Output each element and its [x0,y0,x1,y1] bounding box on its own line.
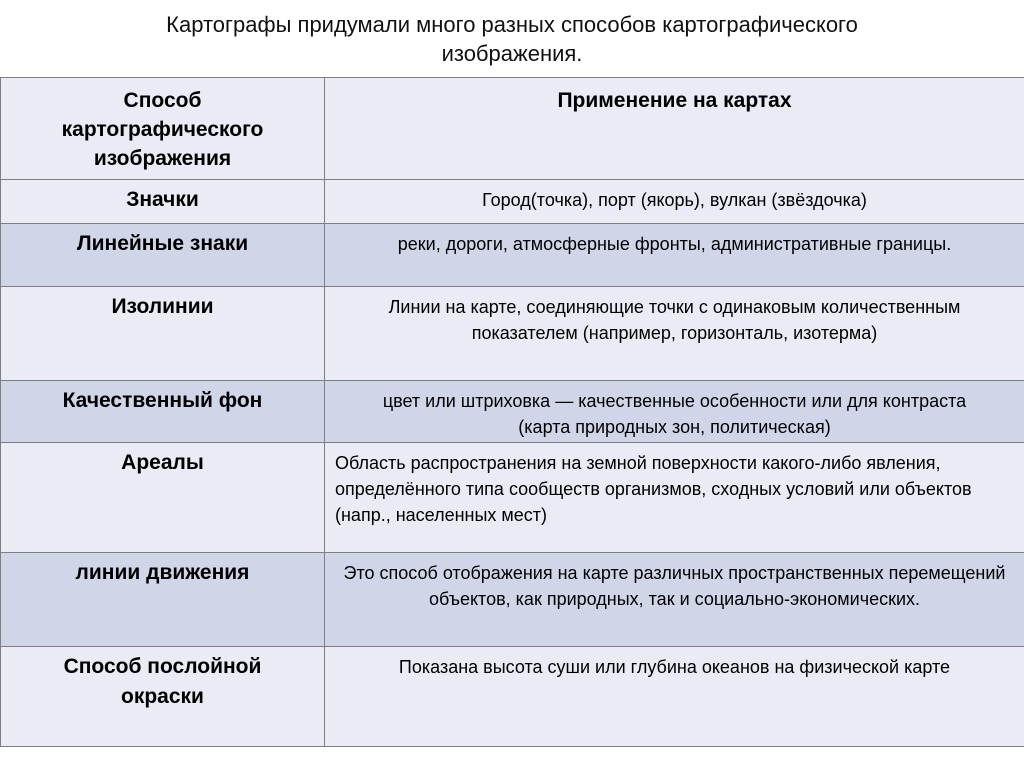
method-cell: Значки [1,180,325,224]
table-row [1,180,1024,224]
page-title [0,10,1024,68]
method-cell: линии движения [1,553,325,647]
usage-cell: Показана высота суши или глубина океанов на физической карте [325,647,1024,747]
table-header-row [1,78,1024,180]
usage-cell: Область распространения на земной поверхности какого-либо явления, определённого типа сообществ организмов, сходных условий или объектов (напр., населенных мест) [325,443,1024,553]
table-row [1,647,1024,747]
header-method: Способ картографического изображения [1,78,325,180]
method-cell: Линейные знаки [1,224,325,287]
usage-cell: цвет или штриховка — качественные особенности или для контраста (карта природных зон, политическая) [325,381,1024,443]
methods-table [0,77,1024,747]
table-row [1,553,1024,647]
method-cell: Ареалы [1,443,325,553]
table-row [1,287,1024,381]
usage-cell: Это способ отображения на карте различных пространственных перемещений объектов, как природных, так и социально-экономических. [325,553,1024,647]
usage-cell: Линии на карте, соединяющие точки с одинаковым количественным показателем (например, горизонталь, изотерма) [325,287,1024,381]
header-usage: Применение на картах [325,78,1024,180]
method-cell: Качественный фон [1,381,325,443]
table-row [1,443,1024,553]
table-row [1,381,1024,443]
usage-cell: Город(точка), порт (якорь), вулкан (звёздочка) [325,180,1024,224]
page-title-line-1: Картографы придумали много разных способов картографического [166,12,858,37]
usage-cell: реки, дороги, атмосферные фронты, административные границы. [325,224,1024,287]
table-row [1,224,1024,287]
method-cell: Изолинии [1,287,325,381]
method-cell: Способ послойной окраски [1,647,325,747]
page-title-line-2: изображения. [441,41,583,66]
